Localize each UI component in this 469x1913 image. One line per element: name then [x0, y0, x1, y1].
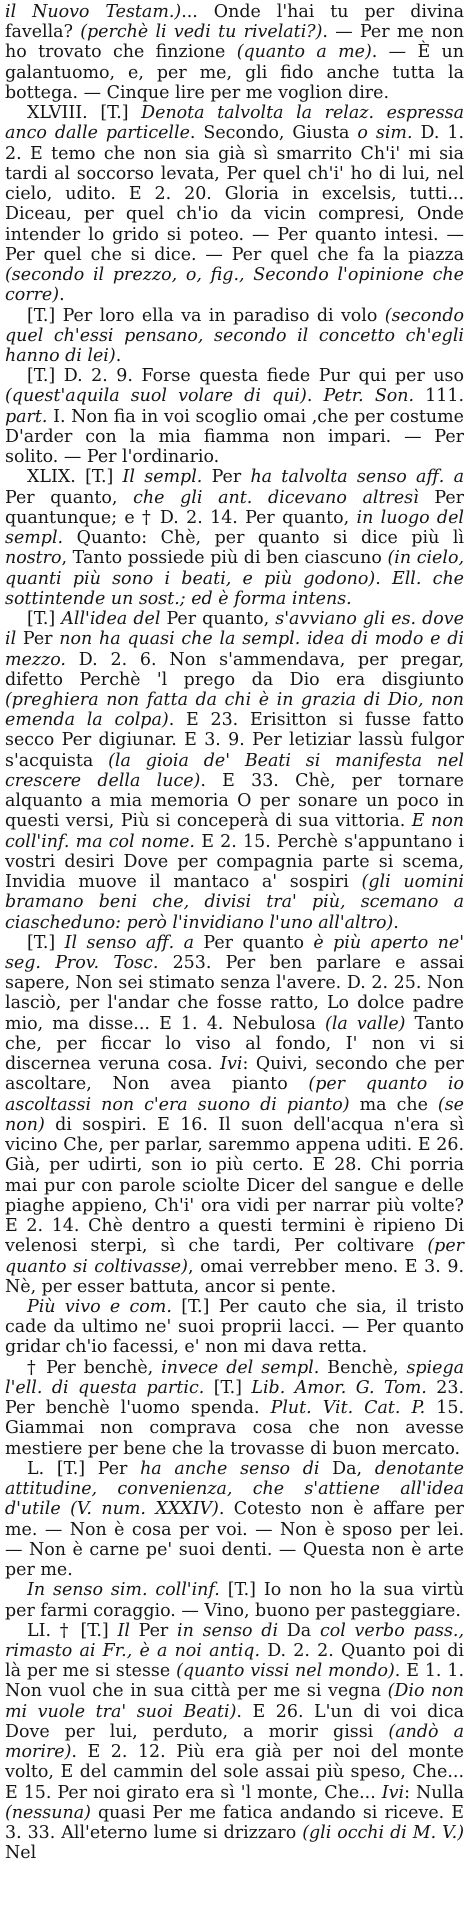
- body-text: . E 1. 1. Non vuol che in sua città per me si vegna: [5, 1661, 464, 1702]
- italic-text: (quanto vissi nel mondo): [176, 1661, 395, 1682]
- body-text: [T.] Io non ho la sua virtù per farmi coraggio. — Vino, buono per pasteggiare.: [5, 1580, 464, 1621]
- body-text: : Nulla: [404, 1782, 464, 1803]
- italic-text: All'idea del: [61, 609, 161, 630]
- italic-text: è più aperto ne' seg. Prov. Tosc.: [5, 932, 464, 974]
- italic-text: (la gioia de' Beati si manifesta nel crescere della luce): [5, 750, 464, 791]
- italic-text: Denota talvolta la relaz. espressa anco dalle particelle: [5, 103, 464, 144]
- italic-text: Ivi: [220, 1054, 243, 1075]
- body-text: .: [59, 285, 65, 306]
- italic-text: (quanto a me): [236, 42, 372, 63]
- body-text: Per: [16, 629, 60, 650]
- italic-text: in luogo del sempl.: [5, 507, 464, 549]
- italic-text: denotante attitudine, convenienza, che s'attiene all'idea d'utile (V. num. XXXIV): [5, 1458, 464, 1520]
- italic-text: nostro: [5, 548, 62, 569]
- body-text: L. [T.] Per: [27, 1458, 141, 1479]
- italic-text: Il senso aff. a: [64, 932, 194, 953]
- italic-text: Ivi: [381, 1782, 405, 1803]
- body-text: Da: [278, 1620, 320, 1641]
- italic-text: (nessuna): [5, 1802, 91, 1823]
- italic-text: Plut. Vit. Cat. P.: [270, 1398, 426, 1419]
- italic-text: (Dio non mi vuole tra' suoi Beati): [5, 1681, 464, 1722]
- body-text: Per: [129, 1620, 178, 1641]
- body-text: Nel: [5, 1843, 37, 1864]
- body-text: Per: [202, 467, 251, 488]
- body-text: Quanto: Chè, per quanto si dice più lì: [63, 528, 464, 549]
- body-text: ma che: [349, 1094, 438, 1115]
- entry-paragraph: [5, 366, 464, 467]
- italic-text: il Nuovo Testam.): [5, 2, 182, 22]
- italic-text: o sim.: [357, 123, 413, 144]
- body-text: Per quanto: [194, 932, 314, 953]
- italic-text: s'avviano gli es. dove il: [5, 609, 464, 650]
- entry-paragraph: [5, 1459, 464, 1580]
- body-text: . E 33. Chè, per tornare alquanto a mia memoria O per sonare un poco in questi versi, Più si conceperà di sua vittoria.: [5, 770, 464, 832]
- italic-text: (in cielo, quanti più sono i beati, e più godono): [5, 548, 464, 589]
- italic-text: (gli uomini bramano beni che, divisi tra' più, scemano a ciascheduno: però l'invidiano l'uno all'altro): [5, 872, 464, 933]
- body-text: Da,: [319, 1458, 375, 1479]
- body-text: di sospiri. E 16. Il suon dell'acqua n'era sì vicino Che, per parlar, saremmo appena uditi. E 26. Già, per udirti, son io più certo. E 28. Chi porria mai pur con parole sciolte Dicer del sangue e delle piaghe appieno, Ch'i' ora vidi per narrar più volte? E 2. 14. Chè dentro a questi termini è ripieno Di velenosi sterpi, sì che tardi, Per coltivare: [5, 1114, 464, 1257]
- body-text: . Cotesto non è affare per me. — Non è cosa per voi. — Non è sposo per lei. — Non è carne pe' suoi denti. — Questa non è arte per me.: [5, 1499, 465, 1581]
- italic-text: (per quanto io ascoltassi non c'era suono di pianto): [5, 1074, 464, 1115]
- body-text: [T.]: [27, 609, 62, 630]
- italic-text: part.: [5, 406, 48, 427]
- entry-paragraph: [5, 933, 464, 1297]
- italic-text: (per quanto si coltivasse): [5, 1236, 464, 1277]
- body-text: . — Per me non ho trovato che finzione: [5, 22, 464, 63]
- body-text: Tanto che, per ficcar lo viso al fondo, I' non vi si discernea veruna cosa.: [5, 1013, 464, 1075]
- italic-text: invece del sempl.: [161, 1357, 320, 1378]
- italic-text: Ell. che sottintende un sost.; ed è forma intens.: [5, 568, 464, 609]
- body-text: 23. Per benchè l'uomo spenda.: [5, 1377, 464, 1419]
- italic-text: in senso di: [177, 1620, 279, 1641]
- italic-text: (quest'aquila suol volare di qui): [5, 386, 307, 407]
- body-text: XLIX. [T.]: [27, 467, 123, 488]
- entry-paragraph: [5, 609, 464, 933]
- italic-text: (secondo il prezzo, o, fig., Secondo l'opinione che corre): [5, 265, 464, 306]
- body-text: LI. † [T.]: [27, 1620, 118, 1641]
- body-text: [T.] D. 2. 9. Forse questa fiede Pur qui per uso: [27, 366, 464, 387]
- italic-text: Petr. Son.: [323, 386, 415, 407]
- italic-text: ha anche senso di: [140, 1458, 320, 1479]
- body-text: Per quantunque; e † D. 2. 14. Per quanto,: [5, 487, 464, 528]
- body-text: . — È un galantuomo, e, per me, gli fido anche tutta la bottega. — Cinque lire per me voglion dire.: [5, 42, 464, 103]
- body-text: Benchè,: [319, 1357, 407, 1378]
- body-text: Per quanto,: [5, 487, 134, 508]
- entry-paragraph: [5, 103, 464, 305]
- body-text: , Tanto possiede più di ben ciascuno: [61, 548, 388, 569]
- italic-text: (secondo quel ch'essi pensano, secondo il concetto ch'egli hanno di lei): [5, 305, 464, 366]
- italic-text: spiega l'ell. di questa partic.: [5, 1357, 465, 1398]
- body-text: † Per benchè,: [27, 1357, 162, 1378]
- body-text: . Secondo, Giusta: [189, 123, 358, 144]
- entry-paragraph: [5, 467, 464, 609]
- italic-text: Il sempl.: [122, 467, 203, 488]
- italic-text: (preghiera non fatta da chi è in grazia di Dio, non emenda la colpa): [5, 689, 464, 731]
- body-text: .: [375, 568, 392, 589]
- italic-text: E non coll'inf. ma col nome.: [5, 811, 464, 852]
- italic-text: (andò a morire): [5, 1721, 464, 1763]
- body-text: quasi Per me fatica andando si riceve. E 3. 33. All'eterno lume si drizzaro: [5, 1802, 464, 1844]
- body-text: 111.: [414, 386, 465, 407]
- body-text: . E 2. 12. Più era già per noi del monte volto, E del cammin del sole assai più speso, Che... E 15. Per noi girato era sì 'l monte, Che...: [5, 1742, 464, 1803]
- italic-text: che gli ant. dicevano altresì: [133, 487, 419, 508]
- italic-text: ha talvolta senso aff. a: [250, 467, 464, 488]
- italic-text: In senso sim. coll'inf.: [27, 1580, 220, 1601]
- body-text: . E 26. L'un di voi dica Dove per lui, perduto, a morir gissi: [5, 1701, 464, 1742]
- italic-text: (gli occhi di M. V.): [302, 1823, 464, 1844]
- body-text: 15. Giammai non comprava cosa che non avesse mestiere per bene che la trovasse di buon mercato.: [5, 1398, 464, 1459]
- italic-text: (se non): [5, 1094, 464, 1135]
- body-text: [T.] Per cauto che sia, il tristo cade da ultimo ne' suoi proprii lacci. — Per quanto gridar ch'io facessi, e' non mi dava retta.: [5, 1297, 465, 1358]
- body-text: .: [393, 912, 399, 933]
- body-text: D. 2. 6. Non s'ammendava, per pregar, difetto Perchè 'l prego da Dio era disgiunto: [5, 649, 464, 690]
- body-text: . E 23. Erisitton si fusse fatto secco Per digiunar. E 3. 9. Per letiziar lassù fulgor s'acquista: [5, 710, 464, 771]
- entry-paragraph: [5, 1580, 464, 1620]
- body-text: E 2. 15. Perchè s'appuntano i vostri desiri Dove per compagnia parte si scema, Invidia muove il mantaco a' sospiri: [5, 831, 464, 893]
- entry-paragraph: [5, 2, 464, 103]
- body-text: 253. Per ben parlare e assai sapere, Non sei stimato senza l'avere. D. 2. 25. Non lasciò, per l'andar che fosse ratto, Lo dolce padre mio, ma disse... E 1. 4. Nebulosa: [5, 953, 464, 1034]
- body-text: XLVIII. [T.]: [27, 103, 142, 124]
- body-text: [T.] Per loro ella va in paradiso di volo: [27, 305, 385, 326]
- italic-text: Più vivo e com.: [27, 1297, 172, 1317]
- entry-paragraph: [5, 1621, 464, 1864]
- entry-paragraph: [5, 306, 464, 367]
- body-text: Per quanto,: [160, 609, 276, 630]
- body-text: I. Non fia in voi scoglio omai ,che per costume D'arder con la mia fiamma non impari. — Per solito. — Per l'ordinario.: [5, 406, 464, 468]
- body-text: .: [115, 345, 122, 366]
- body-text: [T.]: [27, 932, 65, 953]
- italic-text: non ha quasi che la sempl. idea di modo e di mezzo.: [5, 629, 464, 670]
- entry-paragraph: [5, 1358, 464, 1459]
- italic-text: Il: [117, 1620, 130, 1641]
- italic-text: (perchè li vedi tu rivelati?): [80, 22, 323, 43]
- italic-text: col verbo pass., rimasto ai Fr., è a noi antiq.: [5, 1620, 465, 1661]
- body-text: : Quivi, secondo che per ascoltare, Non avea pianto: [5, 1054, 464, 1095]
- body-text: ... Onde l'hai tu per divina favella?: [5, 2, 465, 43]
- body-text: , omai verrebber meno. E 3. 9. Nè, per esser battuta, ancor si pente.: [5, 1256, 464, 1297]
- italic-text: Lib. Amor. G. Tom.: [251, 1377, 427, 1398]
- body-text: D. 2. 2. Quanto poi di là per me si stesse: [5, 1640, 464, 1682]
- body-text: .: [306, 386, 324, 407]
- entry-paragraph: [5, 1297, 464, 1358]
- italic-text: (la valle): [325, 1013, 406, 1034]
- body-text: [T.]: [204, 1377, 252, 1398]
- body-text: D. 1. 2. E temo che non sia già sì smarrito Ch'i' mi sia tardi al soccorso levata, Per quel ch'i' ho di lui, nel cielo, udito. E 2. 20. Gloria in excelsis, tutti... Diceau, per quel ch'io da vicin compresi, Onde intender lo grido si poteo. — Per quanto intesi. — Per quel che si dice. — Per quel che fa la piazza: [5, 123, 464, 265]
